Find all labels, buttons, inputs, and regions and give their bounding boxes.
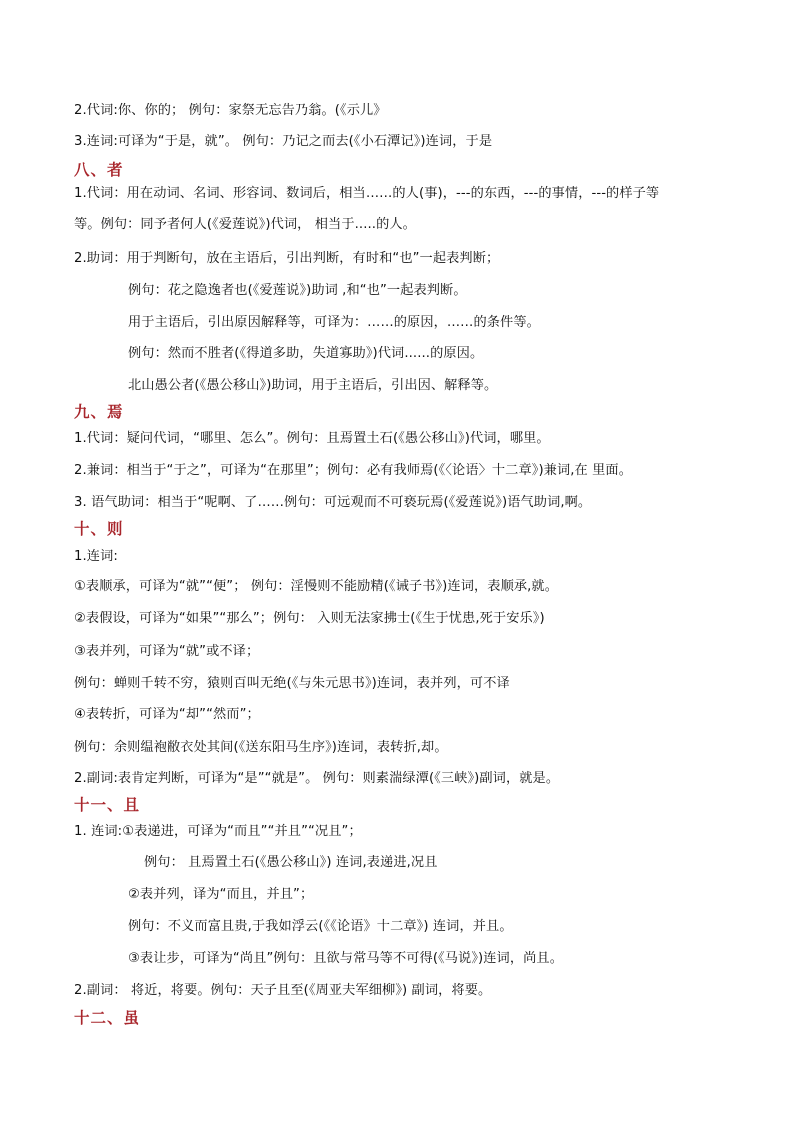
text-line: 3. 语气助词：相当于“呢啊、了……例句：可远观而不可亵玩焉(《爱莲说》)语气助词,啊。 — [74, 495, 592, 510]
text-line: 1. 连词:①表递进，可译为“而且”“并且”“况且”； — [74, 824, 362, 839]
text-line: 例句：然而不胜者(《得道多助，失道寡助》)代词......的原因。 — [128, 346, 484, 361]
text-line: 例句： 且焉置土石(《愚公移山》) 连词,表递进,况且 — [144, 855, 438, 870]
text-line: ②表并列，译为“而且，并且”； — [128, 887, 314, 902]
section-heading: 八、者 — [74, 161, 124, 179]
text-line: 例句：花之隐逸者也(《爱莲说》)助词 ,和“也”一起表判断。 — [128, 283, 467, 298]
text-line: 2.助词：用于判断句，放在主语后，引出判断，有时和“也”一起表判断； — [74, 251, 500, 266]
text-line: 北山愚公者(《愚公移山》)助词，用于主语后，引出因、解释等。 — [128, 378, 498, 393]
text-line: ③表并列，可译为“就”或不译； — [74, 644, 260, 659]
text-line: ②表假设，可译为“如果”“那么”；例句： 入则无法家拂士(《生于忧患,死于安乐》) — [74, 611, 545, 626]
text-line: 用于主语后，引出原因解释等，可译为：……的原因，……的条件等。 — [128, 315, 540, 330]
text-line: 例句：蝉则千转不穷，猿则百叫无绝(《与朱元思书》)连词，表并列，可不译 — [74, 676, 510, 691]
text-line: ①表顺承，可译为“就”“便”； 例句：淫慢则不能励精(《诫子书》)连词，表顺承,就。 — [74, 579, 559, 594]
section-heading: 十二、虽 — [74, 1009, 141, 1027]
section-heading: 十一、且 — [74, 796, 141, 814]
text-line: 2.兼词：相当于“于之”，可译为“在那里”；例句：必有我师焉(《〈论语〉十二章》)兼词,在 里面。 — [74, 463, 632, 478]
text-line: 2.副词:表肯定判断，可译为“是”“就是”。 例句：则素湍绿潭(《三峡》)副词，就是。 — [74, 771, 560, 786]
text-line: 2.副词： 将近，将要。例句：天子且至(《周亚夫军细柳》) 副词，将要。 — [74, 983, 492, 998]
text-line: 1.代词：疑问代词，“哪里、怎么”。例句：且焉置土石(《愚公移山》)代词，哪里。 — [74, 431, 550, 446]
text-line: 2.代词:你、你的； 例句：家祭无忘告乃翁。(《示儿》 — [74, 103, 387, 118]
text-line: 3.连词:可译为“于是，就”。 例句：乃记之而去(《小石潭记》)连词，于是 — [74, 134, 493, 149]
text-line: 例句：不义而富且贵,于我如浮云(《《论语》十二章》) 连词，并且。 — [128, 919, 513, 934]
section-heading: 十、则 — [74, 520, 124, 538]
section-heading: 九、焉 — [74, 403, 124, 421]
text-line: 1.代词：用在动词、名词、形容词、数词后，相当……的人(事)，---的东西，---的事情，---的样子等 — [74, 186, 660, 201]
text-line: 等。例句：同予者何人(《爱莲说》)代词， 相当于.....的人。 — [74, 217, 416, 232]
text-line: ④表转折，可译为“却”“然而”； — [74, 707, 260, 722]
text-line: 例句：余则缊袍敝衣处其间(《送东阳马生序》)连词，表转折,却。 — [74, 740, 448, 755]
text-line: ③表让步，可译为“尚且”例句：且欲与常马等不可得(《马说》)连词，尚且。 — [128, 951, 563, 966]
text-line: 1.连词: — [74, 549, 118, 564]
